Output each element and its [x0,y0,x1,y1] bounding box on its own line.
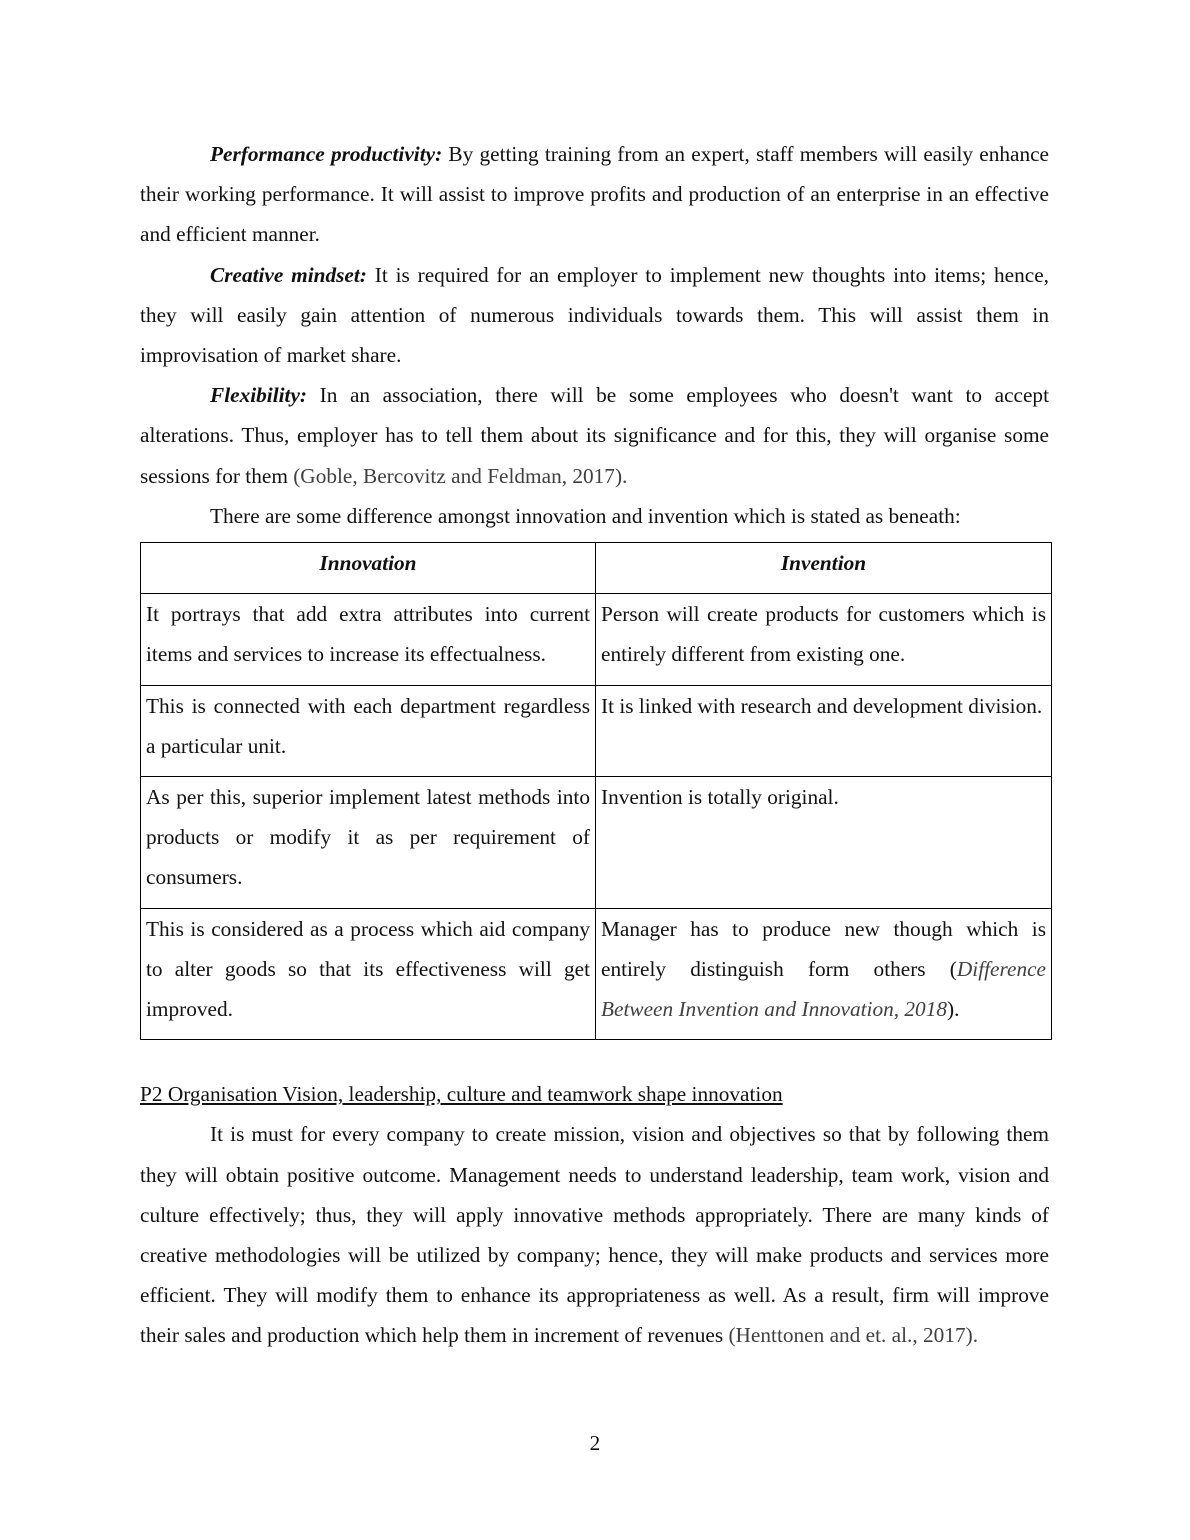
paragraph-performance-productivity [140,134,1049,255]
comparison-table [140,542,1052,1040]
table-cell-invention [596,908,1052,1040]
cell-text: Manager has to produce new though which is entirely distinguish form others ( [601,916,1046,981]
cell-text-end: ). [947,997,960,1022]
paragraph-text: It is required for an employer to implement new thoughts into items; hence, they will easily gain attention of numerous individuals towards them. This will assist them in improvisation of market share. [140,262,1049,368]
table-cell-invention: It is linked with research and development division. [596,685,1052,776]
paragraph-text: By getting training from an expert, staff members will easily enhance their working performance. It will assist to improve profits and production of an enterprise in an effective and efficient manner. [140,142,1049,247]
table-header-invention: Invention [596,543,1052,594]
table-intro: There are some difference amongst innovation and invention which is stated as beneath: [210,503,961,528]
paragraph-creative-mindset [140,255,1049,376]
page-number: 2 [589,1431,601,1455]
document-page [140,134,1049,1356]
paragraph-lead: Performance productivity: [210,142,443,166]
paragraph-text: In an association, there will be some employees who doesn't want to accept alterations. Thus, employer has to tell them about its significance and for this, they will organise some sessions for them [140,383,1049,488]
table-header-innovation: Innovation [141,543,596,594]
paragraph-text: It is must for every company to create mission, vision and objectives so that by following them they will obtain positive outcome. Management needs to understand leadership, team work, vision and culture effectively; thus, they will apply innovative methods appropriately. There are many kinds of creative methodologies will be utilized by company; hence, they will make products and services more efficient. They will modify them to enhance its appropriateness as well. As a result, firm will improve their sales and production which help them in increment of revenues [140,1122,1049,1348]
table-cell-innovation: It portrays that add extra attributes into current items and services to increase its effectualness. [141,594,596,685]
citation: Difference Between Invention and Innovation, 2018 [601,956,1046,1022]
section-heading: P2 Organisation Vision, leadership, culture and teamwork shape innovation [140,1082,783,1107]
table-cell-invention: Invention is totally original. [596,777,1052,909]
paragraph-section-body [140,1114,1049,1355]
table-row [141,685,1052,776]
table-cell-innovation: As per this, superior implement latest methods into products or modify it as per requirement of consumers. [141,777,596,909]
paragraph-flexibility [140,375,1049,496]
table-header-row [141,543,1052,594]
citation: (Goble, Bercovitz and Feldman, 2017). [293,463,628,488]
citation: (Henttonen and et. al., 2017). [728,1323,979,1348]
table-cell-invention: Person will create products for customers which is entirely different from existing one. [596,594,1052,685]
table-row [141,594,1052,685]
table-cell-innovation: This is considered as a process which aid company to alter goods so that its effectiveness will get improved. [141,908,596,1040]
paragraph-lead: Flexibility: [210,383,308,408]
table-row [141,908,1052,1040]
paragraph-lead: Creative mindset: [210,262,367,287]
table-row [141,777,1052,909]
table-cell-innovation: This is connected with each department regardless a particular unit. [141,685,596,776]
